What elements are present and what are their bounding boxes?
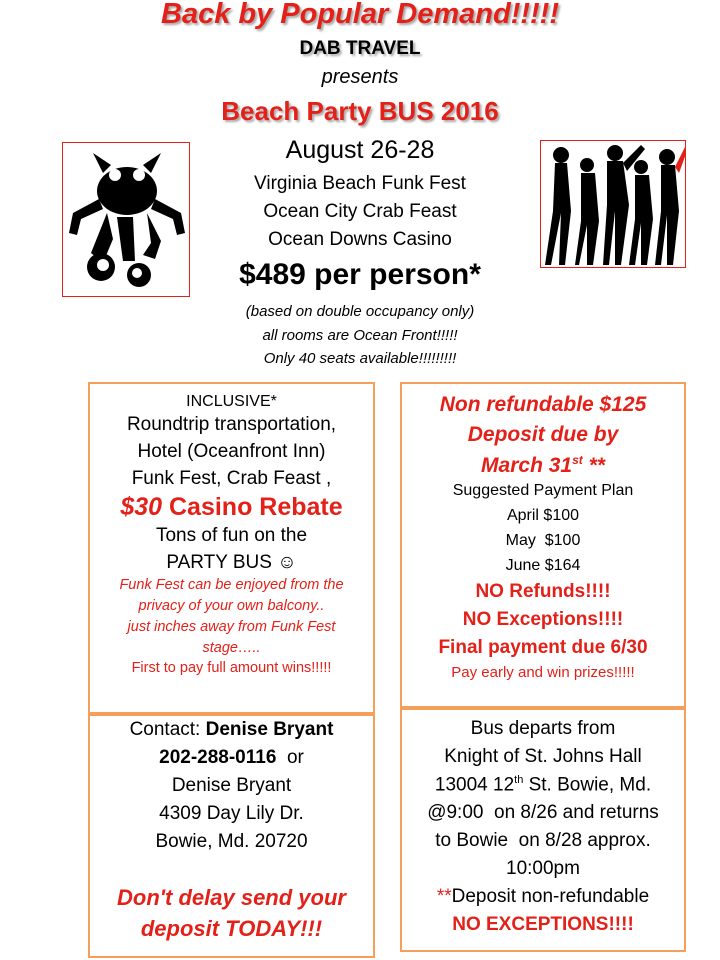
payment-box: [400, 382, 686, 708]
funk-note-4: stage…..: [202, 640, 261, 656]
contact-line: [90, 719, 373, 741]
deposit-date-sup: st: [572, 453, 583, 467]
attraction-3: Ocean Downs Casino: [268, 229, 452, 250]
contact-label: Contact:: [129, 719, 206, 740]
address-street: 4309 Day Lily Dr.: [159, 803, 304, 824]
bus-address-post: St. Bowie, Md.: [523, 774, 652, 796]
company-name: DAB TRAVEL: [299, 38, 421, 59]
deposit-line-1: Non refundable $125: [439, 393, 647, 416]
price: $489 per person*: [239, 258, 481, 291]
fun-line: Tons of fun on the: [155, 525, 308, 546]
occupancy-note: (based on double occupancy only): [245, 303, 475, 320]
rebate-amount: $30: [120, 493, 163, 521]
event-title: Beach Party BUS 2016: [221, 96, 499, 126]
rebate-label: Casino Rebate: [162, 493, 343, 521]
party-bus-line: PARTY BUS ☺: [166, 552, 297, 573]
bus-no-exceptions: NO EXCEPTIONS!!!!: [452, 914, 634, 936]
phone-suffix: or: [276, 747, 304, 768]
no-refunds: NO Refunds!!!!: [475, 581, 611, 602]
bus-deposit-text: Deposit non-refundable: [451, 886, 650, 908]
inclusive-line-2: Hotel (Oceanfront Inn): [137, 441, 326, 462]
plan-april: April $100: [506, 507, 580, 524]
bus-schedule-2: to Bowie on 8/28 approx.: [435, 830, 651, 852]
dancers-image: [540, 140, 686, 268]
contact-name: Denise Bryant: [205, 719, 334, 740]
funk-note-2: privacy of your own balcony..: [138, 598, 325, 614]
plan-title: Suggested Payment Plan: [452, 482, 634, 499]
deposit-date-suffix: **: [582, 454, 605, 477]
event-dates: August 26-28: [285, 136, 435, 164]
dancers-icon: [541, 141, 686, 268]
inclusive-title: INCLUSIVE*: [186, 393, 277, 410]
bus-schedule-1: @9:00 on 8/26 and returns: [427, 802, 659, 824]
bus-deposit: [402, 886, 684, 908]
funk-note-3: just inches away from Funk Fest: [127, 619, 336, 635]
ocean-front-note: all rooms are Ocean Front!!!!!: [262, 327, 458, 344]
phone-number: 202-288-0116: [159, 747, 277, 768]
plan-june: June $164: [505, 557, 581, 574]
crab-image: [62, 142, 190, 297]
phone-line: [90, 747, 373, 769]
seats-note: Only 40 seats available!!!!!!!!!: [263, 350, 457, 367]
contact-box: [88, 714, 375, 958]
deposit-line-2: Deposit due by: [467, 423, 619, 446]
attraction-2: Ocean City Crab Feast: [263, 201, 457, 222]
first-to-pay-note: First to pay full amount wins!!!!!: [131, 660, 332, 676]
inclusive-line-3: Funk Fest, Crab Feast ,: [131, 468, 332, 489]
cta-line-1: Don't delay send your: [117, 885, 346, 910]
bus-address: [402, 774, 684, 796]
cta-line-2: deposit TODAY!!!: [140, 916, 323, 941]
inclusive-line-1: Roundtrip transportation,: [126, 414, 337, 435]
attraction-1: Virginia Beach Funk Fest: [254, 173, 466, 194]
bus-departs: Bus departs from: [470, 718, 616, 739]
bus-venue: Knight of St. Johns Hall: [444, 746, 642, 767]
casino-rebate: [90, 493, 373, 522]
win-prizes: Pay early and win prizes!!!!!: [451, 664, 635, 681]
inclusive-box: [88, 382, 375, 714]
plan-may: May $100: [505, 532, 581, 549]
bus-address-sup: th: [514, 774, 524, 786]
bus-address-pre: 13004 12: [434, 774, 515, 796]
address-city: Bowie, Md. 20720: [155, 831, 308, 852]
headline: Back by Popular Demand!!!!!: [161, 0, 559, 30]
address-name: Denise Bryant: [171, 775, 292, 796]
presents-text: presents: [321, 66, 399, 88]
bus-box: [400, 708, 686, 952]
bus-schedule-3: 10:00pm: [506, 858, 580, 880]
final-payment: Final payment due 6/30: [438, 637, 648, 658]
no-exceptions: NO Exceptions!!!!: [462, 609, 624, 630]
crab-icon: [63, 143, 190, 297]
funk-note-1: Funk Fest can be enjoyed from the: [119, 577, 344, 593]
deposit-date-text: March 31: [481, 454, 573, 477]
deposit-date: [402, 453, 684, 478]
bus-deposit-stars: **: [436, 886, 452, 908]
